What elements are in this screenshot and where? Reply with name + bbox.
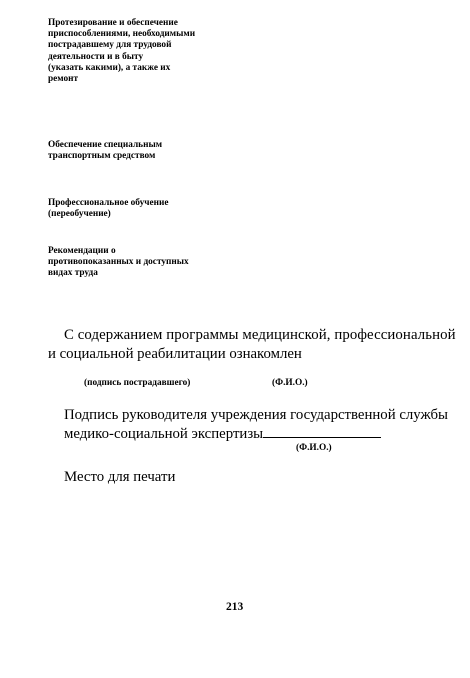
- stamp-place: Место для печати: [64, 469, 176, 485]
- section-transport: [48, 140, 162, 162]
- ack-line-2: и социальной реабилитации ознакомлен: [48, 345, 302, 362]
- head-signature-text: [64, 406, 448, 443]
- head-sig-line-2: медико-социальной экспертизы: [64, 425, 264, 442]
- fio-label-acknowledgement: (Ф.И.О.): [272, 378, 308, 388]
- section-training: [48, 198, 168, 220]
- page-number: 213: [226, 601, 244, 613]
- head-sig-line-1: Подпись руководителя учреждения государственной службы: [64, 407, 448, 423]
- text-line: пострадавшему для трудовой: [48, 40, 172, 51]
- text-line: видах труда: [48, 268, 98, 279]
- head-sig-line-2-row: [64, 425, 448, 444]
- text-line: Протезирование и обеспечение: [48, 18, 178, 28]
- text-line: деятельности и в быту: [48, 51, 144, 62]
- text-line: Обеспечение специальным: [48, 140, 163, 150]
- text-line: ремонт: [48, 74, 79, 85]
- text-line: Профессиональное обучение: [48, 198, 169, 208]
- section-prosthetics: [48, 18, 195, 85]
- text-line: (указать какими), а также их: [48, 62, 171, 73]
- signature-label: (подпись пострадавшего): [84, 378, 191, 388]
- text-line: противопоказанных и доступных: [48, 257, 189, 268]
- section-recommendations: [48, 246, 189, 280]
- text-line: приспособлениями, необходимыми: [48, 29, 196, 40]
- signature-blank-line: [263, 425, 381, 438]
- ack-line-1: С содержанием программы медицинской, профессиональной: [64, 327, 456, 343]
- fio-label-head: (Ф.И.О.): [296, 443, 332, 453]
- text-line: Рекомендации о: [48, 246, 116, 256]
- acknowledgement-text: [48, 326, 456, 363]
- text-line: транспортным средством: [48, 151, 156, 162]
- text-line: (переобучение): [48, 209, 111, 220]
